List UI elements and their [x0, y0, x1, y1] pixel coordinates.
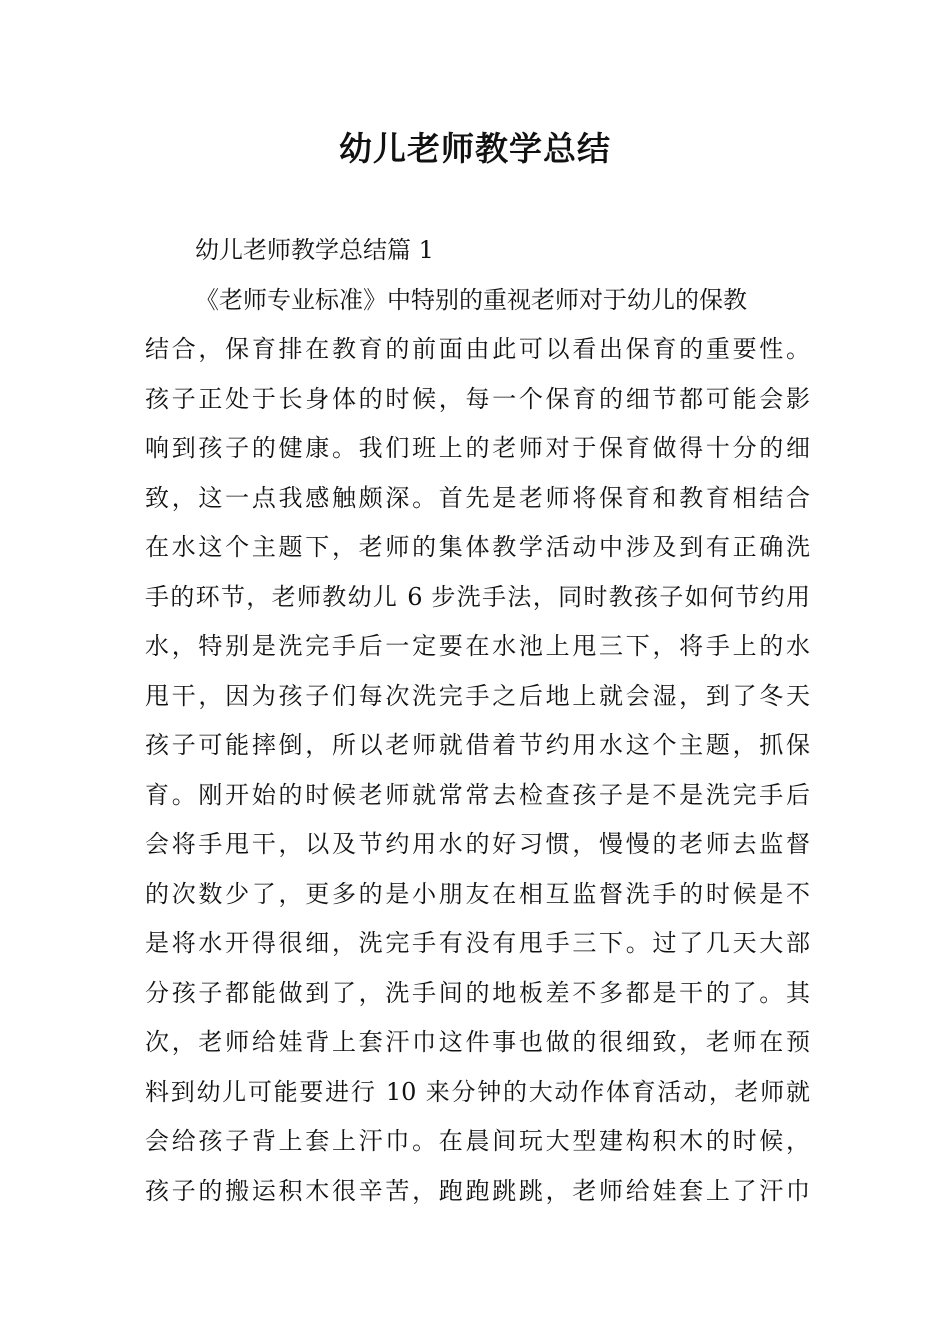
paragraph-line: 是将水开得很细，洗完手有没有甩手三下。过了几天大部	[145, 929, 810, 957]
paragraph-line: 孩子的搬运积木很辛苦，跑跑跳跳，老师给娃套上了汗巾	[145, 1176, 810, 1205]
paragraph-line: 会将手甩干，以及节约用水的好习惯，慢慢的老师去监督	[145, 830, 810, 858]
document-body	[145, 226, 810, 1216]
paragraph-line: 孩子正处于长身体的时候，每一个保育的细节都可能会影	[145, 384, 810, 413]
paragraph-line: 响到孩子的健康。我们班上的老师对于保育做得十分的细	[145, 434, 810, 462]
paragraph-line: 育。刚开始的时候老师就常常去检查孩子是不是洗完手后	[145, 780, 810, 809]
paragraph-line: 料到幼儿可能要进行 10 来分钟的大动作体育活动，老师就	[145, 1077, 810, 1106]
paragraph-line: 结合，保育排在教育的前面由此可以看出保育的重要性。	[145, 335, 810, 363]
paragraph-line: 《老师专业标准》中特别的重视老师对于幼儿的保教	[195, 285, 747, 314]
paragraph-line: 在水这个主题下，老师的集体教学活动中涉及到有正确洗	[145, 533, 810, 561]
paragraph-line: 孩子可能摔倒，所以老师就借着节约用水这个主题，抓保	[145, 731, 810, 759]
paragraph-line: 的次数少了，更多的是小朋友在相互监督洗手的时候是不	[145, 879, 810, 908]
paragraph-line: 致，这一点我感触颇深。首先是老师将保育和教育相结合	[145, 483, 810, 512]
paragraph-line: 分孩子都能做到了，洗手间的地板差不多都是干的了。其	[145, 978, 810, 1007]
paragraph-line: 甩干，因为孩子们每次洗完手之后地上就会湿，到了冬天	[145, 681, 810, 710]
paragraph-line: 次，老师给娃背上套汗巾这件事也做的很细致，老师在预	[145, 1028, 810, 1056]
paragraph-line: 手的环节，老师教幼儿 6 步洗手法，同时教孩子如何节约用	[145, 582, 810, 611]
paragraph-line: 会给孩子背上套上汗巾。在晨间玩大型建构积木的时候，	[145, 1127, 810, 1155]
section-heading: 幼儿老师教学总结篇 1	[195, 236, 434, 264]
paragraph-line: 水，特别是洗完手后一定要在水池上甩三下，将手上的水	[145, 632, 810, 660]
document-title: 幼儿老师教学总结	[339, 129, 611, 168]
